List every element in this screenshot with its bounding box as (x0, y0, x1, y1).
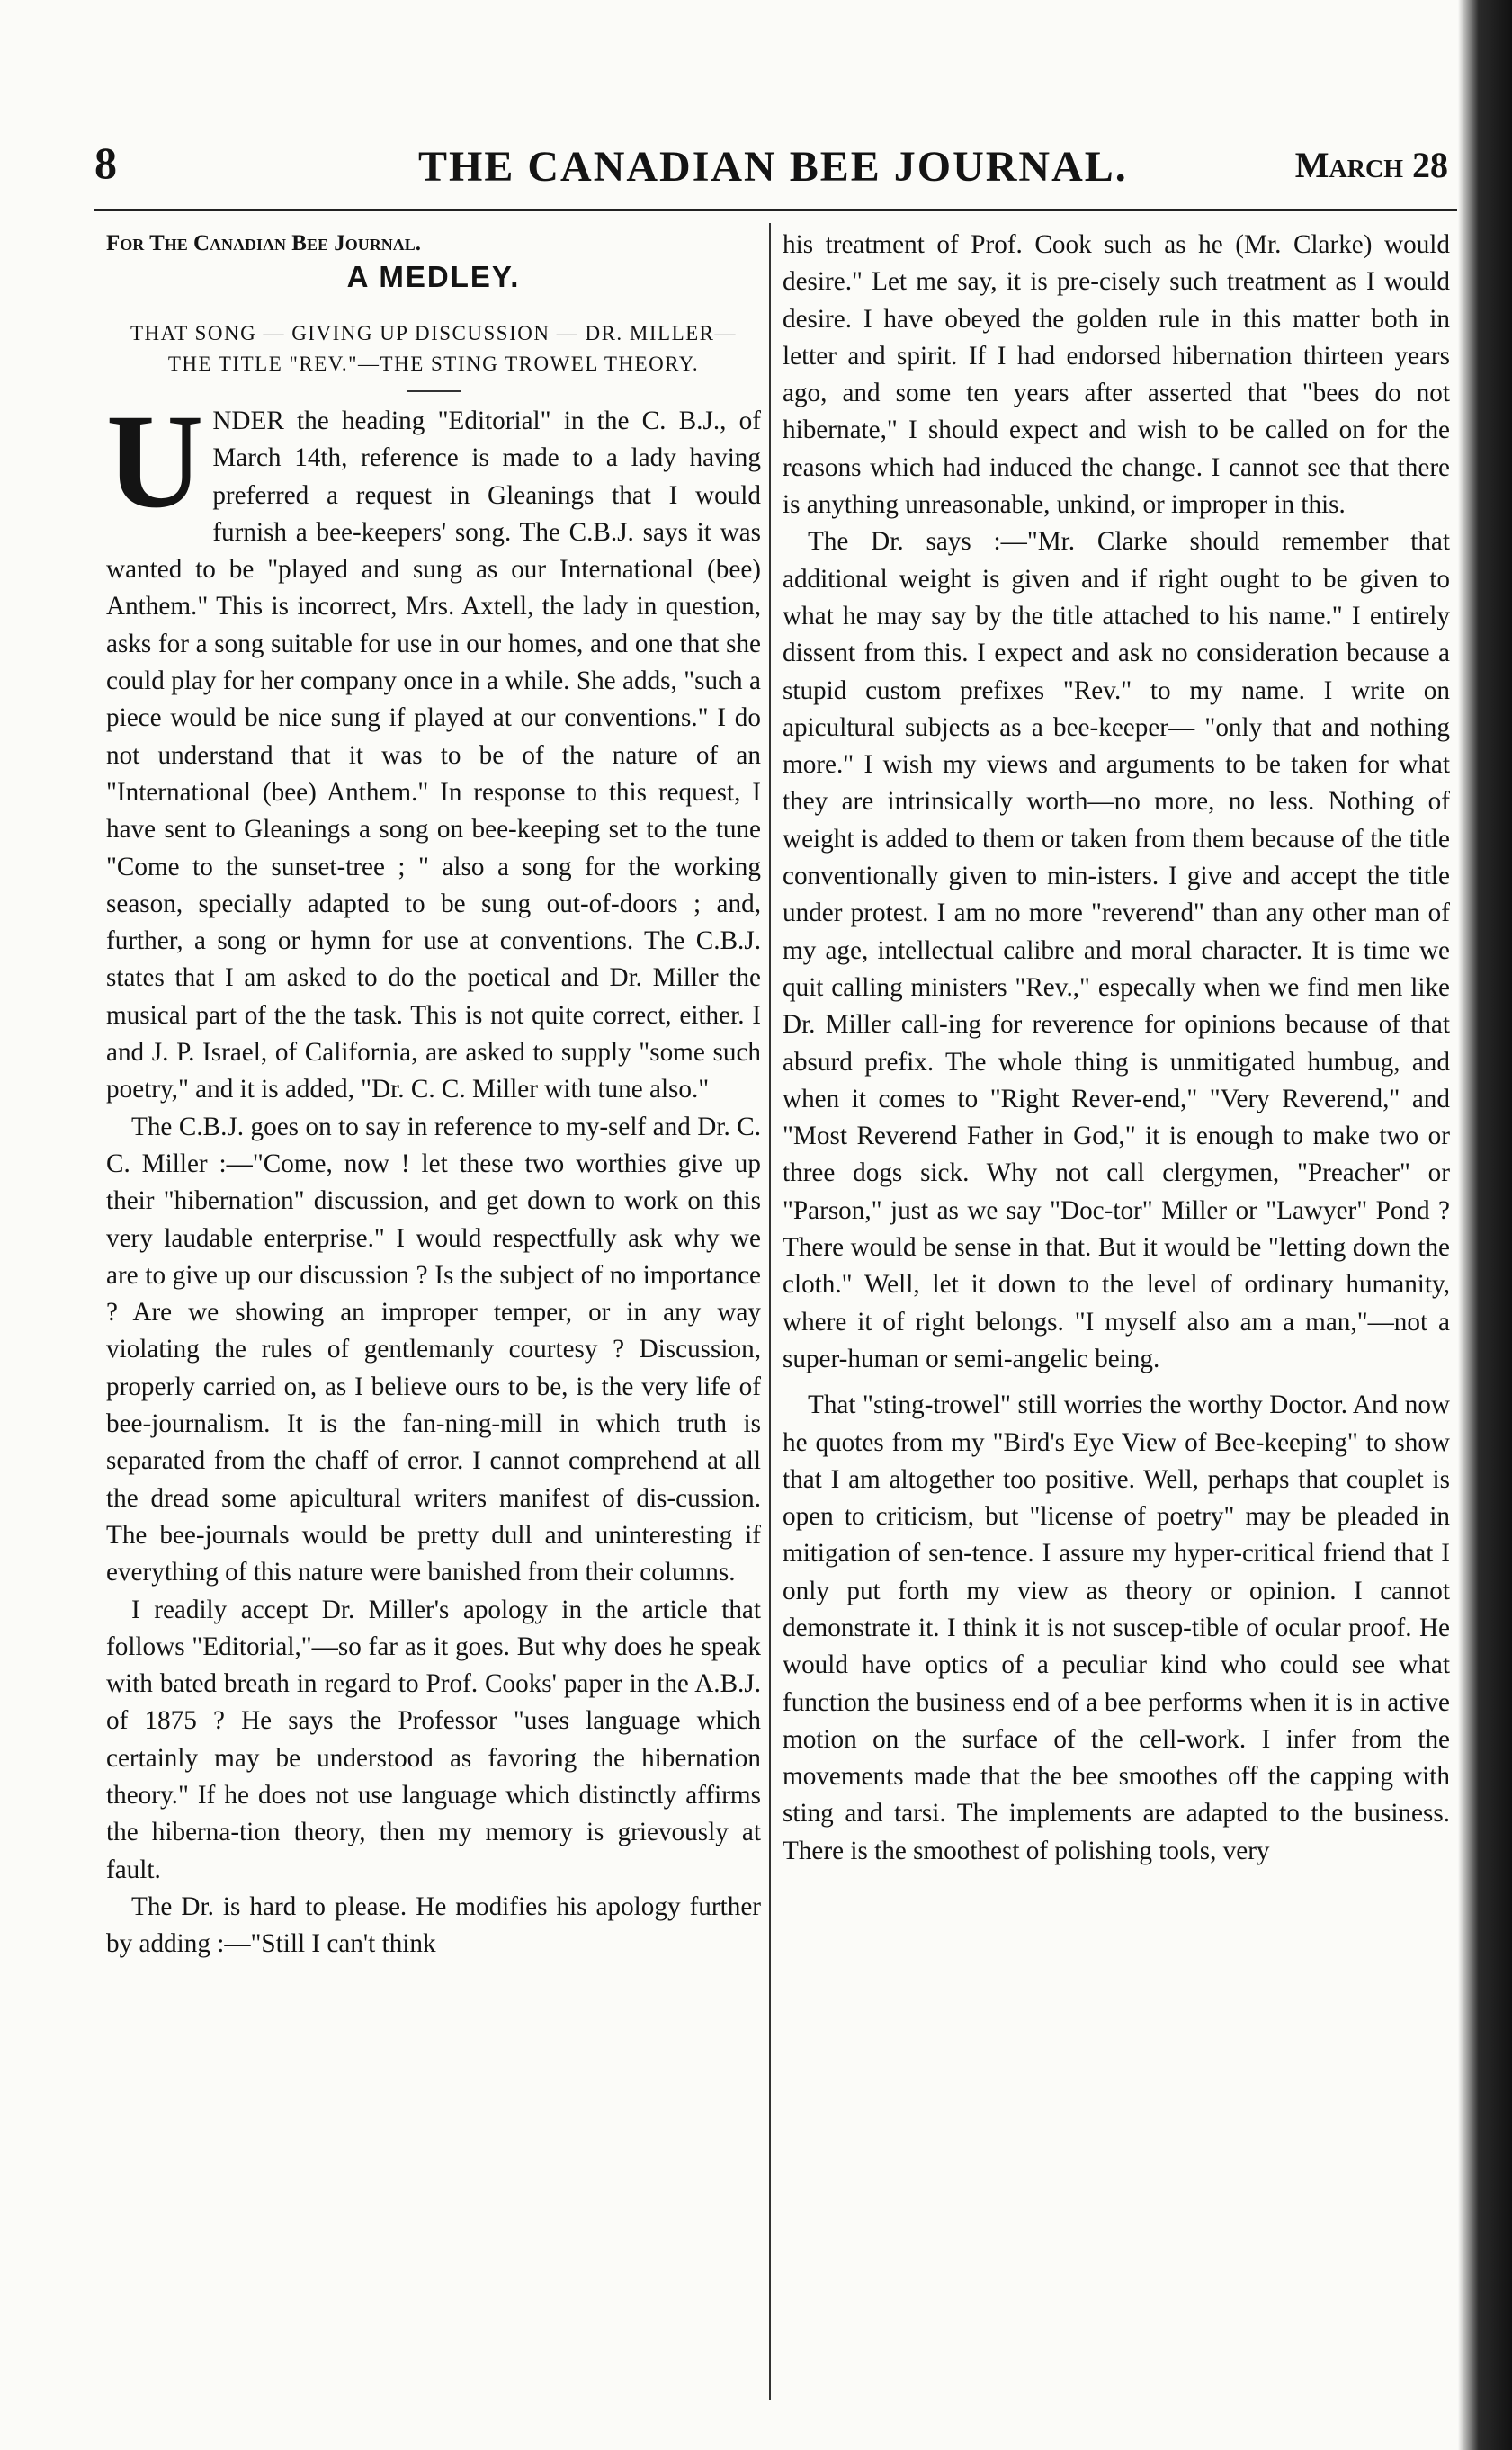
issue-date: March 28 (1294, 145, 1448, 185)
paragraph: The Dr. says :—"Mr. Clarke should remember that additional weight is given and if right ought to be given to what he may say by the title attached to his name." I entirely dissent from this. I expect and ask no consideration because a stupid custom prefixes "Rev." to my name. I write on apicultural subjects as a bee-keeper— "only that and nothing more." I wish my views and arguments to be taken for what they are intrinsically worth—no more, no less. Nothing of weight is added to them or taken from them because of the title conventionally given to min-isters. I give and accept the title under protest. I am no more "reverend" than any other man of my age, intellectual calibre and moral character. It is time we quit calling ministers "Rev.," especally when we find men like Dr. Miller call-ing for reverence for opinions because of that absurd prefix. The whole thing is unmitigated humbug, and when it comes to "Right Rever-end," "Very Reverend," and "Most Reverend Father in God," it is enough to make two or three dogs sick. Why not call clergymen, "Preacher" or "Parson," just as we say "Doc-tor" Miller or "Lawyer" Pond ? There would be sense in that. But it would be "letting down the cloth." Well, let it down to the level of ordinary humanity, where it of right belongs. "I myself also am a man,"—not a super-human or semi-angelic being. (783, 527, 1450, 1373)
journal-title: THE CANADIAN BEE JOURNAL. (418, 143, 1128, 191)
title-rule (407, 390, 461, 392)
right-column (783, 227, 1450, 1870)
paragraph: That "sting-trowel" still worries the worthy Doctor. And now he quotes from my "Bird's Eye View of Bee-keeping" to show that I am altogether too positive. Well, perhaps that couplet is open to criticism, but "license of poetry" may be pleaded in mitigation of sen-tence. I assure my hyper-critical friend that I only put forth my view as theory or opinion. I cannot demonstrate it. I think it is not suscep-tible of ocular proof. He would have optics of a peculiar kind who could see what function the business end of a bee performs when it is in active motion on the surface of the cell-work. I infer from the movements made that the bee smoothes off the capping with sting and tarsi. The implements are adapted to the business. There is the smoothest of polishing tools, very (783, 1390, 1450, 1865)
paragraph: I readily accept Dr. Miller's apology in the article that follows "Editorial,"—so far as it goes. But why does he speak with bated breath in regard to Prof. Cooks' paper in the A.B.J. of 1875 ? He says the Professor "uses language which certainly may be understood as favoring the hibernation theory." If he does not use language which distinctly affirms the hiberna-tion theory, then my memory is grievously at fault. (106, 1595, 761, 1884)
article-subtitle: THAT SONG — GIVING UP DISCUSSION — DR. MILLER—THE TITLE "REV."—THE STING TROWEL THEORY. (130, 322, 738, 375)
column-divider (769, 223, 771, 2400)
paragraph-text: NDER the heading "Editorial" in the C. B.J., of March 14th, reference is made to a lady having preferred a request in Gleanings that I would furnish a bee-keepers' song. The C.B.J. says it was wanted to be "played and sung as our International (bee) Anthem." This is incorrect, Mrs. Axtell, the lady in question, asks for a song suitable for use in our homes, and one that she could play for her company once in a while. She adds, "such a piece would be nice sung if played at our conventions." I do not understand that it was to be of the nature of an "International (bee) Anthem." In response to this request, I have sent to Gleanings a song on bee-keeping set to the tune "Come to the sunset-tree ; " also a song for the working season, specially adapted to be sung out-of-doors ; and, further, a song or hymn for use at conventions. The C.B.J. states that I am asked to do the poetical and Dr. Miller the musical part of the the task. This is not quite correct, either. I and J. P. Israel, of California, are asked to supply "some such poetry," and it is added, "Dr. C. C. Miller with tune also." (106, 407, 761, 1104)
drop-cap: U (106, 387, 204, 536)
page-edge-shadow (1458, 0, 1512, 2450)
paragraph: The Dr. is hard to please. He modifies his apology further by adding :—"Still I can't think (106, 1891, 761, 1959)
header-rule (94, 209, 1457, 211)
paragraph: The C.B.J. goes on to say in reference to my-self and Dr. C. C. Miller :—"Come, now ! let these two worthies give up their "hibernation" discussion, and get down to work on this very laudable enterprise." I would respectfully ask why we are to give up our discussion ? Is the subject of no importance ? Are we showing an improper temper, or in any way violating the rules of gentlemanly courtesy ? Discussion, properly carried on, as I believe ours to be, is the very life of bee-journalism. It is the fan-ning-mill in which truth is separated from the chaff of error. I cannot comprehend at all the dread some apicultural writers manifest of dis-cussion. The bee-journals would be pretty dull and uninteresting if everything of this nature were banished from their columns. (106, 1112, 761, 1587)
paragraph (106, 387, 761, 1109)
page-header (94, 137, 1448, 200)
page-number: 8 (94, 138, 117, 188)
article-credit: For The Canadian Bee Journal. (106, 231, 421, 255)
left-column (106, 227, 761, 1963)
article-title: A MEDLEY. (346, 260, 521, 293)
paragraph: his treatment of Prof. Cook such as he (Mr. Clarke) would desire." Let me say, it is pre-cisely such treatment as I would desire. I have obeyed the golden rule in this matter both in letter and spirit. If I had endorsed hibernation thirteen years ago, and some ten years after asserted that "bees do not hibernate," I should expect and wish to be called on for the reasons which had induced the change. I cannot see that there is anything unreasonable, unkind, or improper in this. (783, 230, 1450, 520)
